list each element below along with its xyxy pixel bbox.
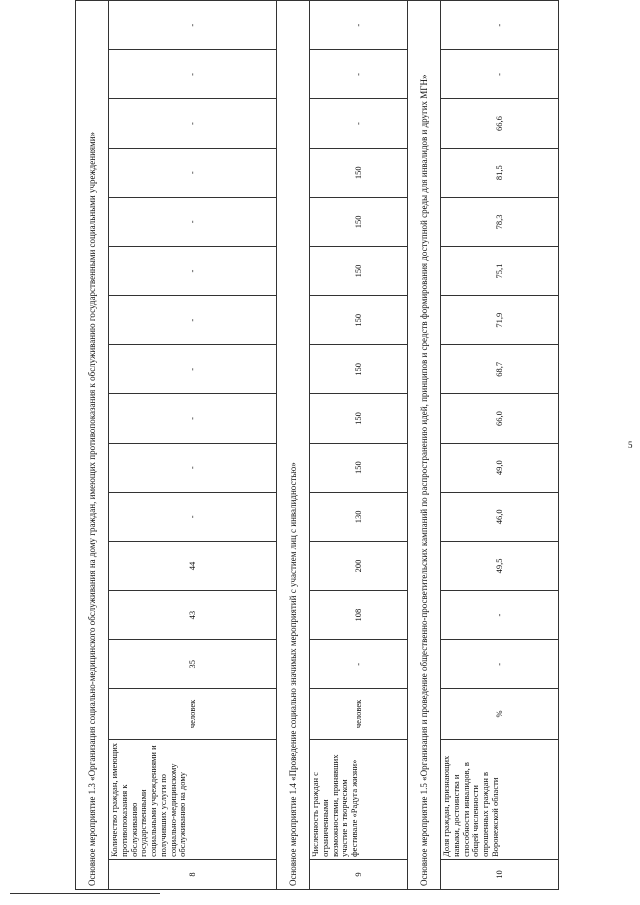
value-cell: 150 bbox=[310, 296, 408, 345]
value-cell: 66,0 bbox=[441, 394, 559, 443]
value-cell: 150 bbox=[310, 246, 408, 295]
value-cell: - bbox=[109, 492, 277, 541]
unit-cell: % bbox=[441, 689, 559, 739]
value-cell: - bbox=[109, 296, 277, 345]
table-row bbox=[441, 1, 559, 890]
page-number: 5 bbox=[628, 440, 633, 450]
section-title: Основное мероприятие 1.5 «Организация и проведение общественно-просветительских кампаний по распространению идей, принципов и средств формирования доступной среды для инвалидов и других МГН» bbox=[408, 1, 441, 890]
indicator-name: Численность граждан с ограниченными возможностями, принявших участие в творческом фестивале «Радуга жизни» bbox=[310, 739, 408, 859]
value-cell: 49,5 bbox=[441, 541, 559, 590]
row-number: 8 bbox=[109, 859, 277, 889]
value-cell: 200 bbox=[310, 541, 408, 590]
footer-divider bbox=[10, 893, 160, 894]
value-cell: 68,7 bbox=[441, 345, 559, 394]
value-cell: 150 bbox=[310, 345, 408, 394]
value-cell: - bbox=[310, 99, 408, 148]
table-row bbox=[310, 1, 408, 890]
value-cell: - bbox=[441, 640, 559, 689]
section-title: Основное мероприятие 1.3 «Организация социально-медицинского обслуживания на дому граждан, имеющих противопоказания к обслуживанию государственными социальными учреждениями» bbox=[76, 1, 109, 890]
value-cell: - bbox=[109, 50, 277, 99]
section-title: Основное мероприятие 1.4 «Проведение социально значимых мероприятий с участием лиц с инвалидностью» bbox=[277, 1, 310, 890]
value-cell: 150 bbox=[310, 394, 408, 443]
value-cell: - bbox=[441, 1, 559, 50]
value-cell: - bbox=[109, 345, 277, 394]
value-cell: 35 bbox=[109, 640, 277, 689]
value-cell: - bbox=[109, 197, 277, 246]
value-cell: 130 bbox=[310, 492, 408, 541]
value-cell: - bbox=[109, 1, 277, 50]
value-cell: 150 bbox=[310, 148, 408, 197]
indicator-name: Доля граждан, признающих навыки, достоинства и способности инвалидов, в общей численности опрошенных граждан в Воронежской области bbox=[441, 739, 559, 859]
row-number: 10 bbox=[441, 859, 559, 889]
value-cell: - bbox=[441, 50, 559, 99]
table-body bbox=[76, 1, 559, 890]
section-header-row bbox=[277, 1, 310, 890]
value-cell: - bbox=[109, 99, 277, 148]
value-cell: 46,0 bbox=[441, 492, 559, 541]
value-cell: - bbox=[310, 50, 408, 99]
value-cell: - bbox=[109, 443, 277, 492]
unit-cell: человек bbox=[310, 689, 408, 739]
value-cell: 75,1 bbox=[441, 246, 559, 295]
indicator-table bbox=[75, 0, 559, 890]
value-cell: 150 bbox=[310, 197, 408, 246]
value-cell: - bbox=[310, 640, 408, 689]
section-header-row bbox=[76, 1, 109, 890]
value-cell: 49,0 bbox=[441, 443, 559, 492]
value-cell: - bbox=[441, 591, 559, 640]
row-number: 9 bbox=[310, 859, 408, 889]
table-row bbox=[109, 1, 277, 890]
indicator-name: Количество граждан, имеющих противопоказания к обслуживанию государственными социальными учреждениями и получивших услуги по социально-медицинскому обслуживанию на дому bbox=[109, 739, 277, 859]
value-cell: 43 bbox=[109, 591, 277, 640]
value-cell: 71,9 bbox=[441, 296, 559, 345]
value-cell: - bbox=[109, 148, 277, 197]
value-cell: 108 bbox=[310, 591, 408, 640]
value-cell: 150 bbox=[310, 443, 408, 492]
unit-cell: человек bbox=[109, 689, 277, 739]
value-cell: 66,6 bbox=[441, 99, 559, 148]
value-cell: - bbox=[310, 1, 408, 50]
value-cell: 81,5 bbox=[441, 148, 559, 197]
value-cell: - bbox=[109, 246, 277, 295]
value-cell: - bbox=[109, 394, 277, 443]
indicator-table-sheet bbox=[75, 0, 560, 890]
value-cell: 78,3 bbox=[441, 197, 559, 246]
section-header-row bbox=[408, 1, 441, 890]
value-cell: 44 bbox=[109, 541, 277, 590]
